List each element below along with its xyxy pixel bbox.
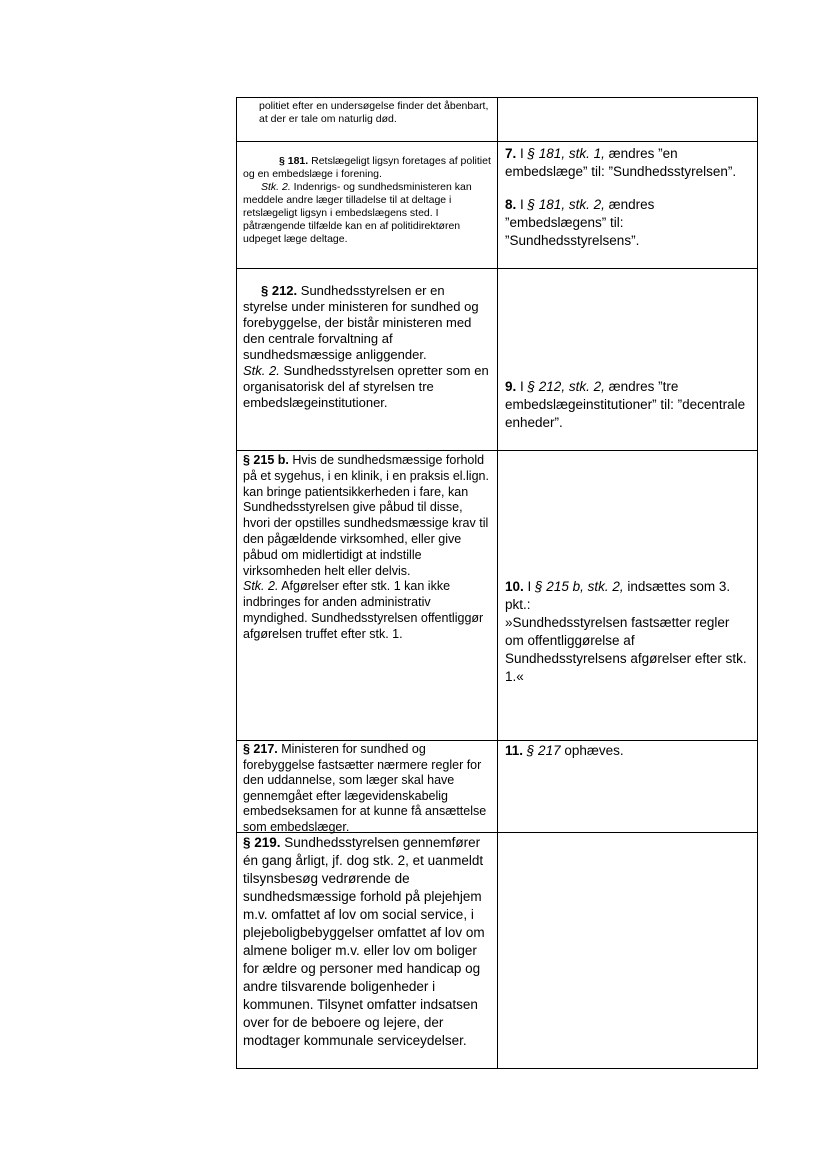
amendment-reference: § 181, stk. 1,: [527, 146, 605, 161]
section-text: Ministeren for sundhed og forebyggelse fastsætter nærmere regler for den uddannelse, som læger skal have gennemgået efter lægevidenskabelig embedseksamen for at kunne få ansættelse som embedslæger.: [243, 742, 487, 834]
proposal-cell: [498, 142, 757, 268]
amendment-prefix: I: [516, 197, 528, 212]
amendment-text: ændres ”tre embedslægeinstitutioner” til: ”decentrale enheder”.: [505, 379, 746, 430]
proposal-cell: [498, 741, 757, 832]
table-row: [236, 741, 758, 833]
proposal-cell: [498, 269, 757, 450]
proposal-cell: [498, 98, 757, 141]
amendment-table: [236, 97, 758, 1069]
continued-text: politiet efter en undersøgelse finder det åbenbart, at der er tale om naturlig død.: [259, 100, 489, 125]
table-row: [236, 142, 758, 269]
section-text: Retslægeligt ligsyn foretages af politiet og en embedslæge i forening.: [243, 155, 491, 180]
current-law-cell: [237, 833, 498, 1068]
stk-label: Stk. 2.: [261, 181, 291, 193]
current-law-cell: [237, 98, 498, 141]
amendment-prefix: I: [516, 146, 528, 161]
amendment-text: indsættes som 3. pkt.:: [505, 579, 731, 612]
amendment-prefix: I: [516, 379, 528, 394]
section-heading: § 217.: [243, 742, 278, 756]
section-heading: § 181.: [279, 155, 309, 167]
amendment-prefix: I: [523, 579, 536, 594]
amendment-number: 9.: [505, 379, 517, 394]
current-law-cell: [237, 741, 498, 832]
stk-label: Stk. 2.: [243, 363, 280, 378]
inserted-quote: »Sundhedsstyrelsen fastsætter regler om offentliggørelse af Sundhedsstyrelsens afgørelser efter stk. 1.«: [505, 615, 747, 684]
stk-text: Indenrigs- og sundhedsministeren kan meddele andre læger tilladelse til at deltage i retslægeligt ligsyn i embedslægens sted. I påtrængende tilfælde kan en af politidirektøren udpeget læge deltage.: [243, 181, 472, 245]
current-law-cell: [237, 269, 498, 450]
amendment-reference: § 181, stk. 2,: [527, 197, 605, 212]
amendment-reference: § 212, stk. 2,: [527, 379, 605, 394]
section-text: Sundhedsstyrelsen gennemfører én gang årligt, jf. dog stk. 2, et uanmeldt tilsynsbesøg vedrørende de sundhedsmæssige forhold på plejehjem m.v. omfattet af lov om social service, i plejeboligbebyggelser omfattet af lov om almene boliger m.v. eller lov om boliger for ældre og personer med handicap og andre tilsvarende boligenheder i kommunen. Tilsynet omfatter indsatsen over for de beboere og lejere, der modtager kommunale serviceydelser.: [243, 835, 485, 1048]
stk-text: Afgørelser efter stk. 1 kan ikke indbringes for anden administrativ myndighed. Sundhedsstyrelsen offentliggør afgørelsen truffet efter stk. 1.: [243, 579, 484, 641]
section-heading: § 215 b.: [243, 453, 289, 467]
current-law-cell: [237, 451, 498, 740]
section-text: Sundhedsstyrelsen er en styrelse under ministeren for sundhed og forebyggelse, der bistår ministeren med den centrale forvaltning af sundhedsmæssige anliggender.: [243, 283, 479, 362]
amendment-text: ændres ”en embedslæge” til: ”Sundhedsstyrelsen”.: [505, 146, 737, 179]
table-row: [236, 97, 758, 142]
amendment-number: 8.: [505, 197, 517, 212]
amendment-number: 7.: [505, 146, 517, 161]
section-heading: § 219.: [243, 835, 281, 850]
section-text: Hvis de sundhedsmæssige forhold på et sygehus, i en klinik, i en praksis el.lign. kan bringe patientsikkerheden i fare, kan Sundhedsstyrelsen give påbud til disse, hvori der opstilles sundhedsmæssige krav til den pågældende virksomhed, eller give påbud om midlertidigt at indstille virksomheden helt eller delvis.: [243, 453, 489, 578]
table-row: [236, 269, 758, 451]
amendment-text: ændres ”embedslægens” til: ”Sundhedsstyrelsens”.: [505, 197, 655, 248]
stk-text: Sundhedsstyrelsen opretter som en organisatorisk del af styrelsen tre embedslægeinstitutioner.: [243, 363, 489, 410]
amendment-text: ophæves.: [560, 743, 624, 758]
amendment-reference: § 215 b, stk. 2,: [535, 579, 624, 594]
amendment-number: 10.: [505, 579, 524, 594]
table-row: [236, 833, 758, 1069]
table-row: [236, 451, 758, 741]
amendment-number: 11.: [505, 743, 524, 758]
proposal-cell: [498, 451, 757, 740]
proposal-cell: [498, 833, 757, 1068]
amendment-reference: § 217: [526, 743, 561, 758]
stk-label: Stk. 2.: [243, 579, 279, 594]
current-law-cell: [237, 142, 498, 268]
section-heading: § 212.: [261, 283, 298, 298]
